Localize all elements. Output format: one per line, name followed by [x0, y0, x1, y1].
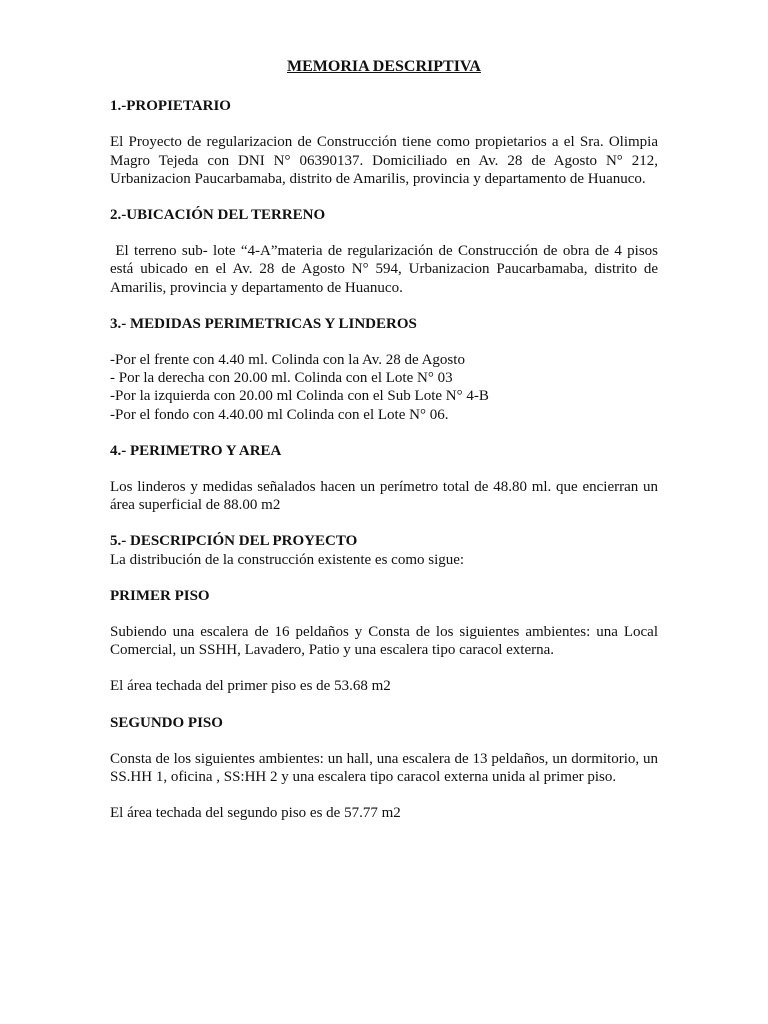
section-text-primer-piso: Subiendo una escalera de 16 peldaños y Consta de los siguientes ambientes: una Local Comercial, un SSHH, Lavadero, Patio y una escalera tipo caracol externa.	[110, 624, 658, 659]
list-item: -Por el frente con 4.40 ml. Colinda con la Av. 28 de Agosto	[110, 352, 465, 369]
list-item: -Por el fondo con 4.40.00 ml Colinda con el Lote N° 06.	[110, 406, 449, 423]
section-heading-perimetro: 4.- PERIMETRO Y AREA	[110, 442, 282, 459]
area-segundo-piso: El área techada del segundo piso es de 57.77 m2	[110, 805, 401, 822]
section-heading-propietario: 1.-PROPIETARIO	[110, 98, 231, 115]
section-text-perimetro: Los linderos y medidas señalados hacen un perímetro total de 48.80 ml. que encierran un área superficial de 88.00 m2	[110, 479, 658, 514]
section-text-segundo-piso: Consta de los siguientes ambientes: un hall, una escalera de 13 peldaños, un dormitorio, un SS.HH 1, oficina , SS:HH 2 y una escalera tipo caracol externa unida al primer piso.	[110, 750, 658, 786]
section-text-descripcion: La distribución de la construcción existente es como sigue:	[110, 551, 465, 568]
area-primer-piso: El área techada del primer piso es de 53.68 m2	[110, 678, 391, 695]
section-heading-medidas: 3.- MEDIDAS PERIMETRICAS Y LINDEROS	[110, 315, 417, 332]
document-title: MEMORIA DESCRIPTIVA	[287, 58, 481, 75]
section-heading-primer-piso: PRIMER PISO	[110, 587, 210, 604]
document-page	[110, 58, 658, 840]
section-heading-descripcion: 5.- DESCRIPCIÓN DEL PROYECTO	[110, 533, 358, 550]
section-heading-ubicacion: 2.-UBICACIÓN DEL TERRENO	[110, 207, 326, 224]
section-text-propietario: El Proyecto de regularizacion de Construcción tiene como propietarios a el Sra. Olimpia Magro Tejeda con DNI N° 06390137. Domiciliado en Av. 28 de Agosto N° 212, Urbanizacion Paucarbamaba, distrito de Amarilis, provincia y departamento de Huanuco.	[110, 134, 658, 187]
list-item: -Por la izquierda con 20.00 ml Colinda con el Sub Lote N° 4-B	[110, 388, 489, 405]
section-heading-segundo-piso: SEGUNDO PISO	[110, 714, 223, 731]
linderos-list	[110, 351, 658, 424]
section-text-ubicacion: El terreno sub- lote “4-A”materia de regularización de Construcción de obra de 4 pisos está ubicado en el Av. 28 de Agosto N° 594, Urbanizacion Paucarbamaba, distrito de Amarilis, provincia y departamento de Huanuco.	[110, 243, 659, 296]
list-item: - Por la derecha con 20.00 ml. Colinda con el Lote N° 03	[110, 370, 453, 387]
